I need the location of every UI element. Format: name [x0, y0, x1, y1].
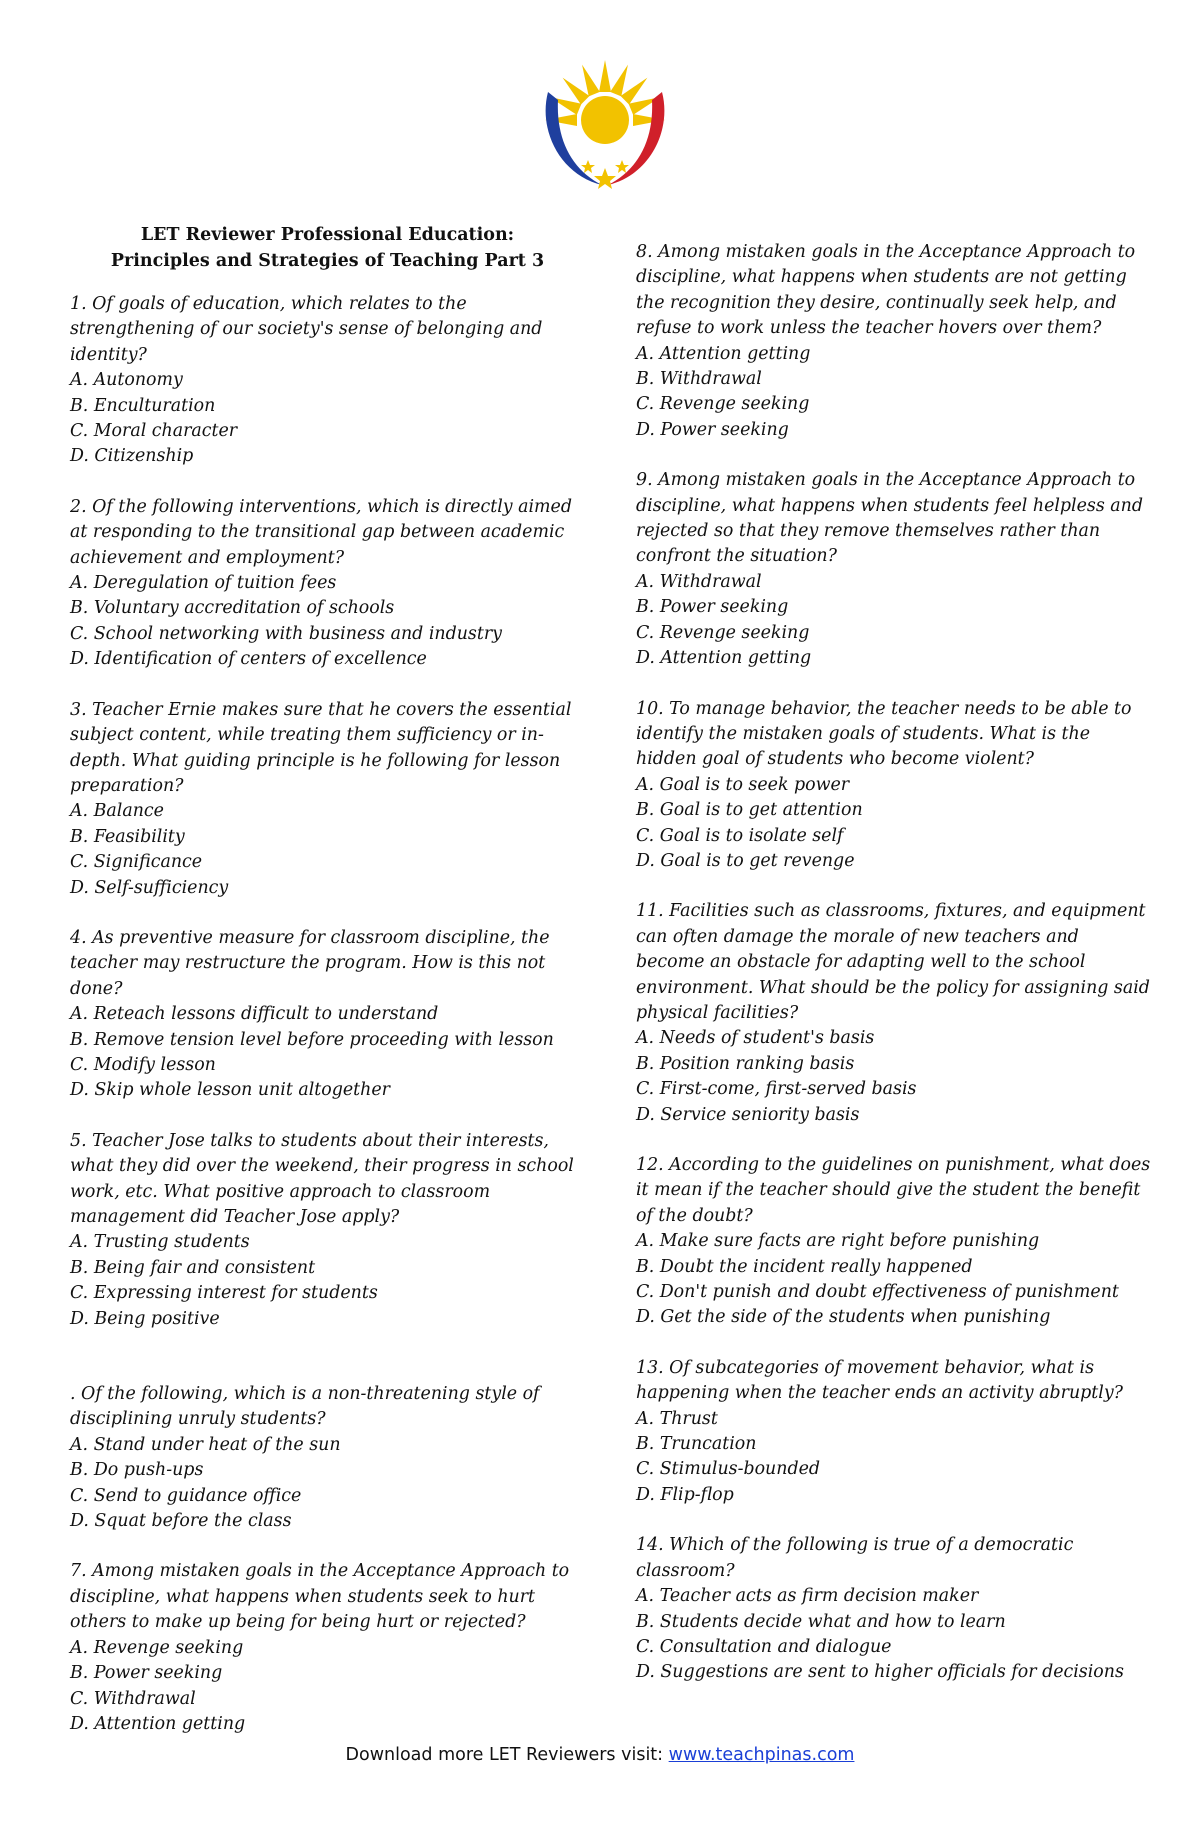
option-a: A. Withdrawal: [636, 571, 762, 592]
question-stem: 4. As preventive measure for classroom discipline, the teacher may restructure the program. How is this not done?: [70, 927, 550, 999]
option-a: A. Reteach lessons difficult to understand: [70, 1004, 439, 1025]
option-d: D. Attention getting: [636, 648, 812, 669]
option-c: C. First-come, first-served basis: [636, 1079, 917, 1100]
question-2: [70, 495, 585, 673]
star-icon: [581, 160, 595, 173]
star-icon: [594, 168, 616, 189]
option-d: D. Flip-flop: [636, 1484, 734, 1505]
option-b: B. Power seeking: [636, 597, 789, 618]
teachpinas-link[interactable]: www.teachpinas.com: [668, 1745, 855, 1765]
option-c: C. Send to guidance office: [70, 1485, 302, 1506]
page-title: [70, 222, 585, 274]
option-d: D. Self-sufficiency: [70, 877, 229, 898]
option-b: B. Students decide what and how to learn: [636, 1611, 1006, 1632]
question-stem: 14. Which of the following is true of a democratic classroom?: [636, 1535, 1074, 1581]
option-d: D. Suggestions are sent to higher officials for decisions: [636, 1662, 1124, 1683]
question-9: [636, 468, 1151, 671]
option-a: A. Deregulation of tuition fees: [70, 573, 337, 594]
footer: [0, 1745, 1200, 1765]
option-b: B. Enculturation: [70, 395, 216, 416]
question-8: [636, 240, 1151, 443]
option-c: C. Modify lesson: [70, 1054, 216, 1075]
question-stem: 3. Teacher Ernie makes sure that he covers the essential subject content, while treating them sufficiency or in-depth. What guiding principle is he following for lesson preparation?: [70, 699, 572, 796]
option-c: C. School networking with business and industry: [70, 623, 502, 644]
option-a: A. Needs of student's basis: [636, 1028, 875, 1049]
option-a: A. Balance: [70, 801, 164, 822]
option-c: C. Moral character: [70, 421, 238, 442]
star-icon: [615, 160, 629, 173]
option-b: B. Do push-ups: [70, 1460, 204, 1481]
question-10: [636, 697, 1151, 875]
title-line-2: Principles and Strategies of Teaching Part 3: [110, 251, 545, 271]
option-d: D. Power seeking: [636, 419, 789, 440]
option-b: B. Doubt the incident really happened: [636, 1256, 973, 1277]
option-b: B. Truncation: [636, 1434, 757, 1455]
option-c: C. Goal is to isolate self: [636, 825, 844, 846]
right-column: [636, 222, 1151, 1711]
option-c: C. Revenge seeking: [636, 622, 810, 643]
title-line-1: LET Reviewer Professional Education:: [140, 225, 515, 245]
option-d: D. Being positive: [70, 1308, 220, 1329]
option-c: C. Revenge seeking: [636, 394, 810, 415]
question-stem: 7. Among mistaken goals in the Acceptance Approach to discipline, what happens when students seek to hurt others to make up being for being hurt or rejected?: [70, 1561, 570, 1633]
question-7: [70, 1559, 585, 1737]
option-c: C. Don't punish and doubt effectiveness of punishment: [636, 1282, 1119, 1303]
option-d: D. Citizenship: [70, 446, 194, 467]
option-a: A. Attention getting: [636, 343, 811, 364]
sun-center: [581, 96, 629, 144]
question-stem: 12. According to the guidelines on punishment, what does it mean if the teacher should give the student the benefit of the doubt?: [636, 1155, 1151, 1226]
question-13: [636, 1356, 1151, 1508]
option-b: B. Goal is to get attention: [636, 800, 863, 821]
option-a: A. Trusting students: [70, 1232, 250, 1253]
option-d: D. Goal is to get revenge: [636, 850, 855, 871]
question-stem: 9. Among mistaken goals in the Acceptance Approach to discipline, what happens when students feel helpless and rejected so that they remove themselves rather than confront the situation?: [636, 470, 1143, 567]
question-4: [70, 926, 585, 1104]
question-stem: 5. Teacher Jose talks to students about their interests, what they did over the weekend, their progress in school work, etc. What positive approach to classroom management did Teacher Jose apply?: [70, 1130, 574, 1227]
option-d: D. Attention getting: [70, 1713, 246, 1734]
option-d: D. Identification of centers of excellence: [70, 649, 427, 670]
option-d: D. Get the side of the students when punishing: [636, 1307, 1051, 1328]
option-b: B. Feasibility: [70, 826, 185, 847]
question-3: [70, 698, 585, 901]
question-stem: 1. Of goals of education, which relates to the strengthening of our society's sense of belonging and identity?: [70, 294, 543, 365]
question-stem: . Of the following, which is a non-threatening style of disciplining unruly students?: [70, 1384, 540, 1430]
option-a: A. Goal is to seek power: [636, 774, 850, 795]
option-d: D. Skip whole lesson unit altogether: [70, 1080, 390, 1101]
option-d: D. Service seniority basis: [636, 1104, 860, 1125]
question-stem: 11. Facilities such as classrooms, fixtures, and equipment can often damage the morale of new teachers and become an obstacle for adapting well to the school environment. What should be the policy for assigning said physical facilities?: [636, 901, 1150, 1023]
option-b: B. Position ranking basis: [636, 1053, 855, 1074]
option-a: A. Revenge seeking: [70, 1637, 244, 1658]
option-b: B. Being fair and consistent: [70, 1257, 316, 1278]
option-a: A. Make sure facts are right before punishing: [636, 1231, 1040, 1252]
option-d: D. Squat before the class: [70, 1511, 292, 1532]
option-c: C. Consultation and dialogue: [636, 1636, 892, 1657]
option-c: C. Stimulus-bounded: [636, 1459, 821, 1480]
question-stem: 8. Among mistaken goals in the Acceptance Approach to discipline, what happens when students are not getting the recognition they desire, continually seek help, and refuse to work unless the teacher hovers over them?: [636, 242, 1136, 339]
question-14: [636, 1533, 1151, 1685]
question-6: [70, 1382, 585, 1534]
question-12: [636, 1153, 1151, 1331]
question-stem: 13. Of subcategories of movement behavior, what is happening when the teacher ends an activity abruptly?: [636, 1357, 1123, 1404]
option-b: B. Voluntary accreditation of schools: [70, 598, 395, 619]
footer-text: Download more LET Reviewers visit:: [345, 1745, 669, 1765]
option-a: A. Autonomy: [70, 370, 183, 391]
option-b: B. Power seeking: [70, 1663, 223, 1684]
option-c: C. Expressing interest for students: [70, 1283, 378, 1304]
option-a: A. Thrust: [636, 1408, 718, 1429]
option-a: A. Teacher acts as firm decision maker: [636, 1586, 979, 1607]
option-c: C. Significance: [70, 852, 203, 873]
question-stem: 10. To manage behavior, the teacher needs to be able to identify the mistaken goals of students. What is the hidden goal of students who become violent?: [636, 698, 1132, 770]
option-b: B. Withdrawal: [636, 369, 762, 390]
question-11: [636, 899, 1151, 1128]
option-c: C. Withdrawal: [70, 1688, 196, 1709]
left-column: [70, 222, 585, 1762]
question-1: [70, 292, 585, 470]
option-b: B. Remove tension level before proceeding with lesson: [70, 1029, 554, 1050]
question-5: [70, 1129, 585, 1332]
sun-emblem-logo: [530, 50, 680, 200]
option-a: A. Stand under heat of the sun: [70, 1434, 341, 1455]
question-stem: 2. Of the following interventions, which is directly aimed at responding to the transitional gap between academic achievement and employment?: [70, 496, 572, 568]
